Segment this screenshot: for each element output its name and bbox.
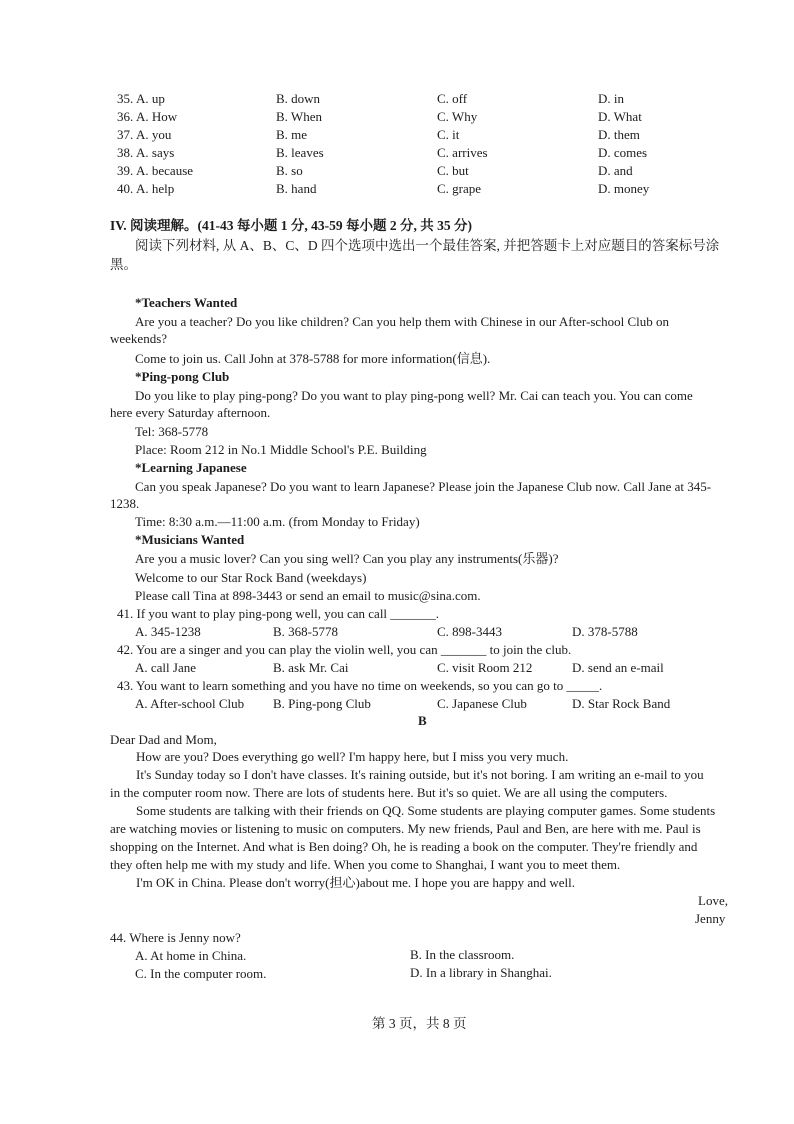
letter-closing: Love, bbox=[698, 893, 728, 908]
option-a: A. 345-1238 bbox=[135, 624, 201, 639]
letter-paragraph bbox=[110, 874, 730, 892]
option-d: D. Star Rock Band bbox=[572, 696, 671, 711]
option-c: C. Japanese Club bbox=[437, 696, 527, 711]
option-b: B. In the classroom. bbox=[410, 947, 515, 962]
option-c: C. 898-3443 bbox=[437, 624, 502, 639]
option-b: B. Ping-pong Club bbox=[273, 696, 371, 711]
ad-musicians-line2: Welcome to our Star Rock Band (weekdays) bbox=[135, 570, 367, 585]
option-d: D. money bbox=[598, 181, 650, 196]
letter-line: Some students are talking with their friends on QQ. Some students are playing computer games. Some students bbox=[136, 803, 716, 818]
instruction-line-2: 黑。 bbox=[110, 257, 137, 272]
option-b: B. so bbox=[276, 163, 303, 178]
option-b: B. When bbox=[276, 109, 322, 124]
ad-teachers-line1: Are you a teacher? Do you like children? Can you help them with Chinese in our After-school Club on bbox=[135, 314, 670, 329]
letter-paragraph bbox=[110, 748, 730, 766]
option-a: A. At home in China. bbox=[135, 948, 247, 963]
letter-signature: Jenny bbox=[695, 911, 726, 926]
option-d: D. them bbox=[598, 127, 640, 142]
option-d: D. in bbox=[598, 91, 624, 106]
question-stem: 41. If you want to play ping-pong well, you can call _______. bbox=[117, 606, 440, 621]
option-c: C. In the computer room. bbox=[135, 966, 267, 981]
letter-line: they often help me with my study and life. When you come to Shanghai, I want you to meet them. bbox=[110, 857, 621, 872]
ad-musicians-line1: Are you a music lover? Can you sing well? Can you play any instruments(乐器)? bbox=[135, 551, 559, 566]
question-stem: 43. You want to learn something and you have no time on weekends, so you can go to _____. bbox=[117, 678, 603, 693]
option-a: A. help bbox=[136, 181, 175, 196]
option-c: C. visit Room 212 bbox=[437, 660, 533, 675]
ad-japanese-title: *Learning Japanese bbox=[135, 460, 247, 475]
option-b: B. leaves bbox=[276, 145, 324, 160]
option-c: C. but bbox=[437, 163, 469, 178]
option-a: A. How bbox=[136, 109, 178, 124]
ad-musicians-line3: Please call Tina at 898-3443 or send an email to music@sina.com. bbox=[135, 588, 481, 603]
ad-pingpong-tel: Tel: 368-5778 bbox=[135, 424, 209, 439]
letter-line: It's Sunday today so I don't have classes. It's raining outside, but it's not boring. I am writing an e-mail to you bbox=[136, 767, 704, 782]
page-footer: 第 3 页，共 8 页 bbox=[372, 1016, 467, 1031]
letter-line: shopping on the Internet. And what is Ben doing? Oh, he is reading a book on the computer. They're friendly and bbox=[110, 839, 698, 854]
option-c: C. off bbox=[437, 91, 468, 106]
option-c: C. arrives bbox=[437, 145, 488, 160]
question-number: 40. bbox=[117, 181, 134, 196]
ad-teachers-line3: Come to join us. Call John at 378-5788 for more information(信息). bbox=[135, 351, 491, 366]
ad-musicians-title: *Musicians Wanted bbox=[135, 532, 245, 547]
option-a: A. After-school Club bbox=[135, 696, 245, 711]
letter-line: in the computer room now. There are lots of students here. But it's so quiet. We are all using the computers. bbox=[110, 785, 668, 800]
option-b: B. 368-5778 bbox=[273, 624, 338, 639]
letter-paragraph bbox=[110, 802, 730, 874]
option-d: D. 378-5788 bbox=[572, 624, 638, 639]
option-d: D. What bbox=[598, 109, 642, 124]
letter-line: are watching movies or listening to music on computers. My new friends, Paul and Ben, are here with me. Paul is bbox=[110, 821, 701, 836]
question-number: 36. bbox=[117, 109, 134, 124]
option-d: D. and bbox=[598, 163, 633, 178]
ad-teachers-title: *Teachers Wanted bbox=[135, 295, 238, 310]
option-c: C. it bbox=[437, 127, 460, 142]
passage-label: B bbox=[418, 713, 427, 728]
ad-pingpong-line1: Do you like to play ping-pong? Do you want to play ping-pong well? Mr. Cai can teach you. You can come bbox=[135, 388, 693, 403]
option-a: A. call Jane bbox=[135, 660, 197, 675]
option-b: B. hand bbox=[276, 181, 317, 196]
ad-pingpong-line2: here every Saturday afternoon. bbox=[110, 405, 271, 420]
option-a: A. says bbox=[136, 145, 175, 160]
ad-pingpong-place: Place: Room 212 in No.1 Middle School's P.E. Building bbox=[135, 442, 427, 457]
ad-pingpong-title: *Ping-pong Club bbox=[135, 369, 230, 384]
option-d: D. comes bbox=[598, 145, 648, 160]
option-b: B. me bbox=[276, 127, 308, 142]
letter-paragraph bbox=[110, 766, 730, 802]
ad-japanese-line2: 1238. bbox=[110, 496, 140, 511]
question-number: 38. bbox=[117, 145, 134, 160]
ad-teachers-line2: weekends? bbox=[110, 331, 168, 346]
option-c: C. Why bbox=[437, 109, 478, 124]
option-a: A. up bbox=[136, 91, 165, 106]
option-c: C. grape bbox=[437, 181, 482, 196]
option-a: A. because bbox=[136, 163, 194, 178]
ad-japanese-time: Time: 8:30 a.m.—11:00 a.m. (from Monday to Friday) bbox=[135, 514, 420, 529]
letter-greeting: Dear Dad and Mom, bbox=[110, 732, 217, 747]
letter-body bbox=[110, 748, 730, 892]
ad-japanese-line1: Can you speak Japanese? Do you want to learn Japanese? Please join the Japanese Club now. Call Jane at 345- bbox=[135, 479, 712, 494]
letter-line: How are you? Does everything go well? I'm happy here, but I miss you very much. bbox=[136, 749, 569, 764]
instruction-line-1: 阅读下列材料, 从 A、B、C、D 四个选项中选出一个最佳答案, 并把答题卡上对应题目的答案标号涂 bbox=[135, 238, 720, 253]
option-a: A. you bbox=[136, 127, 172, 142]
question-stem: 42. You are a singer and you can play the violin well, you can _______ to join the club. bbox=[117, 642, 572, 657]
question-number: 39. bbox=[117, 163, 134, 178]
option-d: D. send an e-mail bbox=[572, 660, 664, 675]
letter-line: I'm OK in China. Please don't worry(担心)about me. I hope you are happy and well. bbox=[136, 875, 575, 890]
question-number: 35. bbox=[117, 91, 134, 106]
option-d: D. In a library in Shanghai. bbox=[410, 965, 552, 980]
option-b: B. ask Mr. Cai bbox=[273, 660, 349, 675]
section-heading: IV. 阅读理解。(41-43 每小题 1 分, 43-59 每小题 2 分, 共 35 分) bbox=[110, 218, 472, 233]
question-number: 37. bbox=[117, 127, 134, 142]
option-b: B. down bbox=[276, 91, 321, 106]
question-stem: 44. Where is Jenny now? bbox=[110, 930, 241, 945]
